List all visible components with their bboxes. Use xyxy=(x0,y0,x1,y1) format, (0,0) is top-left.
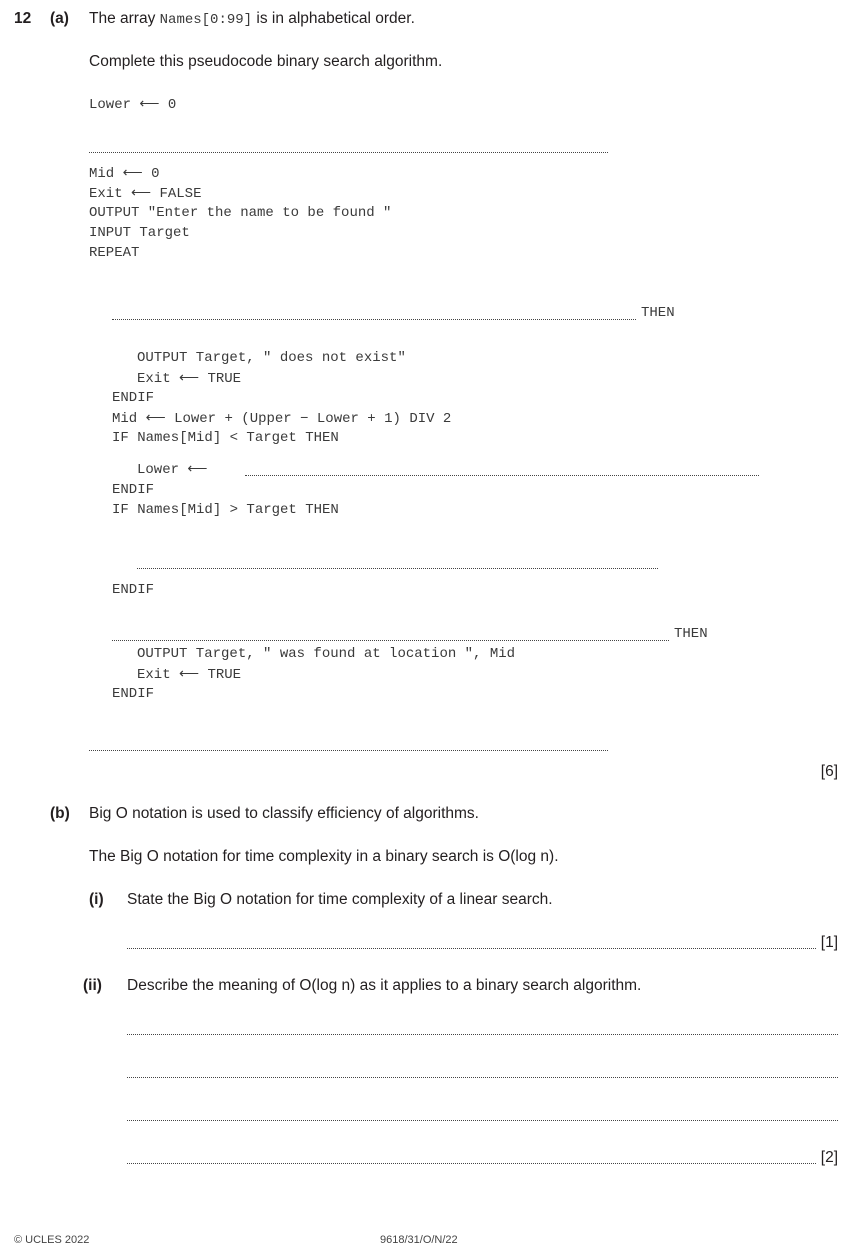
answer-line-9[interactable] xyxy=(127,1077,838,1078)
part-a-intro-after: is in alphabetical order. xyxy=(252,10,415,27)
question-number: 12 xyxy=(14,10,32,27)
sub-ii-marks: [2] xyxy=(820,1149,838,1166)
sub-ii-label: (ii) xyxy=(83,977,102,994)
sub-i-marks: [1] xyxy=(820,934,838,951)
part-b-label: (b) xyxy=(50,805,70,822)
answer-line-11[interactable] xyxy=(127,1163,816,1164)
code-line-exit: Exit ⟵ FALSE xyxy=(89,186,202,202)
code-line-found: OUTPUT Target, " was found at location ", Mid xyxy=(137,646,516,662)
code-line-lower: Lower ⟵ 0 xyxy=(89,97,177,113)
part-a-instruction: Complete this pseudocode binary search algorithm. xyxy=(89,53,443,70)
answer-line-1[interactable] xyxy=(89,152,608,153)
code-line-not-exist: OUTPUT Target, " does not exist" xyxy=(137,350,406,366)
code-then-2: THEN xyxy=(674,626,708,642)
code-line-input: INPUT Target xyxy=(89,225,190,241)
code-endif-4: ENDIF xyxy=(112,686,155,702)
sub-ii-text: Describe the meaning of O(log n) as it applies to a binary search algorithm. xyxy=(127,977,642,994)
part-b-text-2: The Big O notation for time complexity in a binary search is O(log n). xyxy=(89,848,559,865)
answer-line-2[interactable] xyxy=(112,319,636,320)
answer-line-4[interactable] xyxy=(137,568,658,569)
part-a-marks: [6] xyxy=(820,763,838,780)
part-a-intro-before: The array xyxy=(89,10,160,27)
footer-copyright: © UCLES 2022 xyxy=(14,1234,90,1246)
code-line-exit-true-1: Exit ⟵ TRUE xyxy=(137,371,242,387)
code-line-if-less: IF Names[Mid] < Target THEN xyxy=(112,430,339,446)
code-line-repeat: REPEAT xyxy=(89,245,140,261)
answer-line-7[interactable] xyxy=(127,948,816,949)
code-endif-1: ENDIF xyxy=(112,390,155,406)
code-then-1: THEN xyxy=(641,305,675,321)
code-line-if-greater: IF Names[Mid] > Target THEN xyxy=(112,502,339,518)
code-endif-3: ENDIF xyxy=(112,582,155,598)
code-line-mid-calc: Mid ⟵ Lower + (Upper − Lower + 1) DIV 2 xyxy=(112,411,452,427)
footer-paper-code: 9618/31/O/N/22 xyxy=(380,1234,458,1246)
answer-line-8[interactable] xyxy=(127,1034,838,1035)
answer-line-5[interactable] xyxy=(112,640,669,641)
answer-line-6[interactable] xyxy=(89,750,608,751)
answer-line-10[interactable] xyxy=(127,1120,838,1121)
code-line-exit-true-2: Exit ⟵ TRUE xyxy=(137,667,242,683)
part-a-label: (a) xyxy=(50,10,69,27)
code-line-lower-assign: Lower ⟵ xyxy=(137,462,208,478)
code-line-mid: Mid ⟵ 0 xyxy=(89,166,160,182)
sub-i-text: State the Big O notation for time complexity of a linear search. xyxy=(127,891,553,908)
answer-line-3[interactable] xyxy=(245,475,759,476)
code-line-output: OUTPUT "Enter the name to be found " xyxy=(89,205,392,221)
array-name-code: Names[0:99] xyxy=(159,12,253,28)
part-b-text-1: Big O notation is used to classify efficiency of algorithms. xyxy=(89,805,479,822)
code-endif-2: ENDIF xyxy=(112,482,155,498)
sub-i-label: (i) xyxy=(89,891,104,908)
part-a-intro xyxy=(89,10,415,28)
